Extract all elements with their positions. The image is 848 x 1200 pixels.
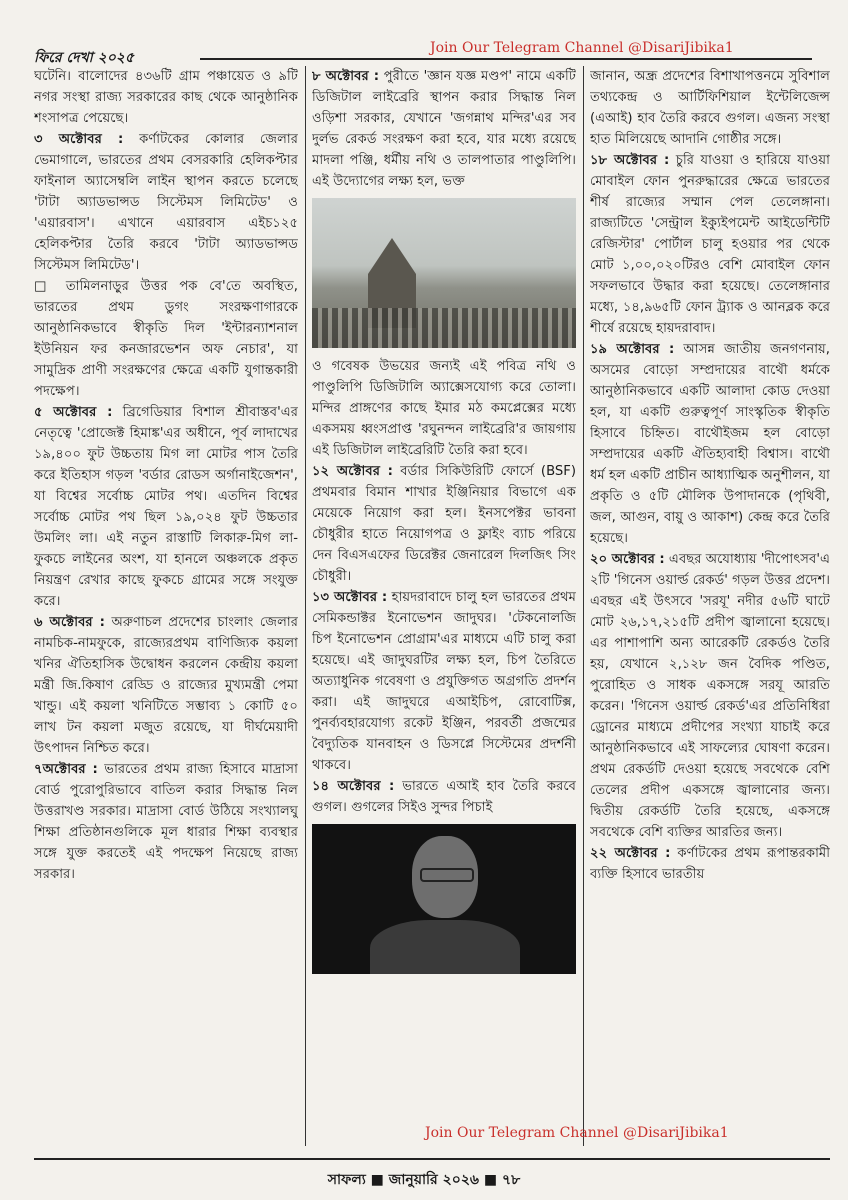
watermark-top: Join Our Telegram Channel @DisariJibika1 bbox=[430, 40, 734, 56]
portrait-photo bbox=[312, 824, 576, 974]
column-divider bbox=[583, 66, 584, 1146]
column-1 bbox=[34, 66, 298, 1146]
entry-date: □ bbox=[34, 279, 55, 294]
entry-text: ও গবেষক উভয়ের জন্যই এই পবিত্র নথি ও পাণ্ডুলিপি ডিজিটালি অ্যাক্সেসযোগ্য করে তোলা। মন্দির প্রাঙ্গণের কাছে ইমার মঠ কমপ্লেক্সের মধ্যে একসময় ধ্বংসপ্রাপ্ত 'রঘুনন্দন লাইব্রেরি'র জায়গায় এই ডিজিটাল লাইব্রেরিটি তৈরি করা হবে। bbox=[312, 359, 576, 458]
page-footer: সাফল্য ■ জানুয়ারি ২০২৬ ■ ৭৮ bbox=[327, 1172, 521, 1188]
entry-text: পুরীতে 'জ্ঞান যজ্ঞ মণ্ডপ' নামে একটি ডিজিটাল লাইব্রেরি স্থাপন করার সিদ্ধান্ত নিল ওড়িশা সরকার, যেখানে 'জগন্নাথ মন্দির'এর সব দুর্লভ রেকর্ড সংরক্ষণ করা হবে, যার মধ্যে রয়েছে মাদলা পঞ্জি, ধর্মীয় নথি ও তালপাতার পাণ্ডুলিপি। এই উদ্যোগের লক্ষ্য হল, ভক্ত bbox=[312, 69, 576, 189]
entry-text: চুরি যাওয়া ও হারিয়ে যাওয়া মোবাইল ফোন পুনরুদ্ধারের ক্ষেত্রে ভারতের শীর্ষ রাজ্যের সম্মান পেল তেলেঙ্গানা। রাজ্যটিতে 'সেন্ট্রাল ইক্যুইপমেন্ট আইডেন্টিটি রেজিস্টার' পোর্টাল চালু হওয়ার পর থেকে মোট ১,০০,০২০টিরও বেশি মোবাইল ফোন সফলভাবে উদ্ধার করা হয়েছে। তেলেঙ্গানার মধ্যে, ১৪,৯৬৫টি ফোন ট্র্যাক ও আনব্লক করে শীর্ষে রয়েছে হায়দরাবাদ। bbox=[590, 153, 830, 336]
column-2 bbox=[312, 66, 576, 1146]
entry-text: ভারতের প্রথম রাজ্য হিসাবে মাদ্রাসা বোর্ড পুরোপুরিভাবে বাতিল করার সিদ্ধান্ত নিল উত্তরাখণ্ড সরকার। মাদ্রাসা বোর্ড উঠিয়ে সংখ্যালঘু শিক্ষা প্রতিষ্ঠানগুলিকে মূল ধারার শিক্ষা ব্যবস্থার সঙ্গে যুক্ত করতেই এই পদক্ষেপ নিয়েছে রাজ্য সরকার। bbox=[34, 762, 298, 882]
column-divider bbox=[305, 66, 306, 1146]
entry-text: ভারতে এআই হাব তৈরি করবে গুগল। গুগলের সিইও সুন্দর পিচাই bbox=[312, 779, 576, 815]
news-entry bbox=[34, 129, 298, 276]
entry-date: ৮ অক্টোবর : bbox=[312, 69, 380, 84]
entry-text: জানান, অন্ধ্র প্রদেশের বিশাখাপত্তনমে সুবিশাল তথ্যকেন্দ্র ও আর্টিফিশিয়াল ইন্টেলিজেন্স (এআই) হাব তৈরি করবে গুগল। এজন্য সংস্থা হাত মিলিয়েছে আদানি গোষ্ঠীর সঙ্গে। bbox=[590, 69, 830, 147]
entry-date: ৬ অক্টোবর : bbox=[34, 615, 105, 630]
entry-text: অরুণাচল প্রদেশের চাংলাং জেলার নামচিক-নামফুকে, রাজ্যেরপ্রথম বাণিজ্যিক কয়লা খনির ঐতিহাসিক উদ্বোধন করলেন কেন্দ্রীয় কয়লা মন্ত্রী জি.কিষাণ রেড্ডি ও রাজ্যের মুখ্যমন্ত্রী পেমা খান্ডু। এই কয়লা খনিটিতে সম্ভাব্য ১ কোটি ৫০ লাখ টন কয়লা মজুত রয়েছে, যা দীর্ঘমেয়াদী উৎপাদন নিশ্চিত করে। bbox=[34, 615, 298, 756]
news-entry bbox=[34, 402, 298, 612]
entry-date: ৩ অক্টোবর : bbox=[34, 132, 124, 147]
entry-date: ১৪ অক্টোবর : bbox=[312, 779, 395, 794]
news-entry bbox=[590, 150, 830, 339]
column-3 bbox=[590, 66, 830, 1146]
section-title: ফিরে দেখা ২০২৫ bbox=[34, 50, 134, 66]
footer-rule bbox=[34, 1158, 830, 1160]
news-entry bbox=[590, 339, 830, 549]
watermark-bottom: Join Our Telegram Channel @DisariJibika1 bbox=[425, 1125, 729, 1141]
news-entry bbox=[34, 276, 298, 402]
entry-text: তামিলনাড়ুর উত্তর পক বে'তে অবস্থিত, ভারতের প্রথম ডুগং সংরক্ষণাগারকে আনুষ্ঠানিকভাবে স্বীকৃতি দিল 'ইন্টারন্যাশনাল ইউনিয়ন ফর কনজারভেশন অফ নেচার', যা সামুদ্রিক প্রাণী সংরক্ষণের ক্ষেত্রে একটি যুগান্তকারী পদক্ষেপ। bbox=[34, 279, 298, 399]
entry-text: বর্ডার সিকিউরিটি ফোর্সে (BSF) প্রথমবার বিমান শাখার ইঞ্জিনিয়ার বিভাগে এক মেয়েকে নিয়োগ করা হল। ইনসপেক্টর ভাবনা চৌধুরীর হাতে নিয়োগপত্র ও ফ্লাইং ব্যাচ পরিয়ে দেন বিএসএফের ডিরেক্টর জেনারেল দিলজিৎ সিং চৌধুরী। bbox=[312, 464, 576, 584]
entry-text: কর্ণাটকের কোলার জেলার ভেমাগালে, ভারতের প্রথম বেসরকারি হেলিকপ্টার ফাইনাল অ্যাসেম্বলি লাইন স্থাপন করতে চলেছে 'টাটা অ্যাডভান্সড সিস্টেমস লিমিটেড' ও 'এয়ারবাস'। এখানে এয়ারবাস এইচ১২৫ হেলিকপ্টার তৈরি করবে 'টাটা অ্যাডভান্সড সিস্টেমস লিমিটেড'। bbox=[34, 132, 298, 273]
news-entry bbox=[312, 66, 576, 192]
news-entry bbox=[312, 776, 576, 818]
news-entry bbox=[34, 759, 298, 885]
portrait-body bbox=[370, 920, 520, 974]
news-entry bbox=[312, 356, 576, 461]
entry-text: কর্ণাটকের প্রথম রূপান্তরকামী ব্যক্তি হিসাবে ভারতীয় bbox=[590, 846, 830, 882]
entry-text: হায়দরাবাদে চালু হল ভারতের প্রথম সেমিকন্ডাক্টর ইনোভেশন জাদুঘর। 'টেকনোলজি চিপ ইনোভেশন প্রোগ্রাম'এর মাধ্যমে এটি চালু করা হয়েছে। এই জাদুঘরটির লক্ষ্য হল, চিপ তৈরিতে অত্যাধুনিক গবেষণা ও প্রযুক্তিগত অগ্রগতি প্রদর্শন করা। এই জাদুঘরে এআইচিপ, রোবোটিক্স, পুনর্ব্যবহারযোগ্য রকেট ইঞ্জিন, পরবর্তী প্রজন্মের বৈদ্যুতিক যানবাহন ও ডিসপ্লে সিস্টেমের প্রদর্শনী থাকবে। bbox=[312, 590, 576, 773]
entry-date: ৭অক্টোবর : bbox=[34, 762, 98, 777]
entry-text: ব্রিগেডিয়ার বিশাল শ্রীবাস্তব'এর নেতৃত্বে 'প্রোজেক্ট হিমাঙ্ক'এর অধীনে, পূর্ব লাদাখের ১৯,৪০০ ফুট উচ্চতায় মিগ লা মোটর পাস তৈরি করে ইতিহাস গড়ল 'বর্ডার রোডস অর্গানাইজেশন', যা বিশ্বের সর্বোচ্চ মোটর পথ। এতদিন বিশ্বের সর্বোচ্চ মোটর পথ ছিল ১৯,০২৪ ফুট উচ্চতার উমলিং লা। এই নতুন রাস্তাটি লিকারু-মিগ লা-ফুকচে লাইনের অংশ, যা হানলে অঞ্চলকে প্রকৃত নিয়ন্ত্রণ রেখার কাছে ফুকচে গ্রামের সঙ্গে সংযুক্ত করে। bbox=[34, 405, 298, 609]
entry-text: আসন্ন জাতীয় জনগণনায়, অসমের বোড়ো সম্প্রদায়ের বাথৌ ধর্মকে আনুষ্ঠানিকভাবে একটি আলাদা কোড দেওয়া হল, যা একটি গুরুত্বপূর্ণ সাংস্কৃতিক স্বীকৃতি হিসাবে চিহ্নিত। বাথৌইজম হল বোড়ো সম্প্রদায়ের একটি ঐতিহ্যবাহী বিশ্বাস। বাথৌ ধর্ম হল একটি প্রাচীন আধ্যাত্মিক অনুশীলন, যা প্রকৃতি ও ৫টি মৌলিক উপাদানকে (পৃথিবী, জল, আগুন, বায়ু ও আকাশ) কেন্দ্র করে তৈরি হয়েছে। bbox=[590, 342, 830, 546]
entry-date: ১২ অক্টোবর : bbox=[312, 464, 393, 479]
entry-date: ১৮ অক্টোবর : bbox=[590, 153, 670, 168]
portrait-glasses bbox=[420, 868, 474, 882]
news-entry bbox=[590, 66, 830, 150]
entry-date: ১৩ অক্টোবর : bbox=[312, 590, 388, 605]
temple-photo bbox=[312, 198, 576, 348]
entry-date: ২০ অক্টোবর : bbox=[590, 552, 665, 567]
entry-date: ২২ অক্টোবর : bbox=[590, 846, 671, 861]
news-entry bbox=[34, 66, 298, 129]
news-entry bbox=[312, 587, 576, 776]
entry-date: ১৯ অক্টোবর : bbox=[590, 342, 675, 357]
crowd-shape bbox=[312, 308, 576, 348]
entry-text: এবছর অযোধ্যায় 'দীপোৎসব'এ ২টি 'গিনেস ওয়ার্ল্ড রেকর্ড' গড়ল উত্তর প্রদেশ। এবছর এই উৎসবে 'সরযূ' নদীর ৫৬টি ঘাটে মোট ২৬,১৭,২১৫টি প্রদীপ জ্বালানো হয়েছে। এর পাশাপাশি অন্য আরেকটি রেকর্ডও তৈরি হয়, যেখানে ২,১২৮ জন বৈদিক পণ্ডিত, পুরোহিত ও সাধক একসঙ্গে সরযূ আরতি করেন। 'গিনেস ওয়ার্ল্ড রেকর্ড'এর প্রতিনিধিরা ড্রোনের মাধ্যমে প্রদীপের সংখ্যা যাচাই করে আনুষ্ঠানিকভাবে এই সাফল্যের ঘোষণা করেন। প্রথম রেকর্ডটি দেওয়া হয়েছে সবথেকে বেশি তেলের প্রদীপ একসঙ্গে জ্বালানোর জন্য। দ্বিতীয় রেকর্ডটি তৈরি হয়েছে, একসঙ্গে সবথেকে বেশি ব্যক্তির আরতির জন্য। bbox=[590, 552, 830, 840]
news-entry bbox=[312, 461, 576, 587]
entry-text: ঘটেনি। বালোদের ৪৩৬টি গ্রাম পঞ্চায়েত ও ৯টি নগর সংস্থা রাজ্য সরকারের কাছ থেকে আনুষ্ঠানিক শংসাপত্র পেয়েছে। bbox=[34, 69, 298, 126]
entry-date: ৫ অক্টোবর : bbox=[34, 405, 113, 420]
header-rule bbox=[200, 58, 812, 60]
news-entry bbox=[590, 843, 830, 885]
news-entry bbox=[590, 549, 830, 843]
news-entry bbox=[34, 612, 298, 759]
